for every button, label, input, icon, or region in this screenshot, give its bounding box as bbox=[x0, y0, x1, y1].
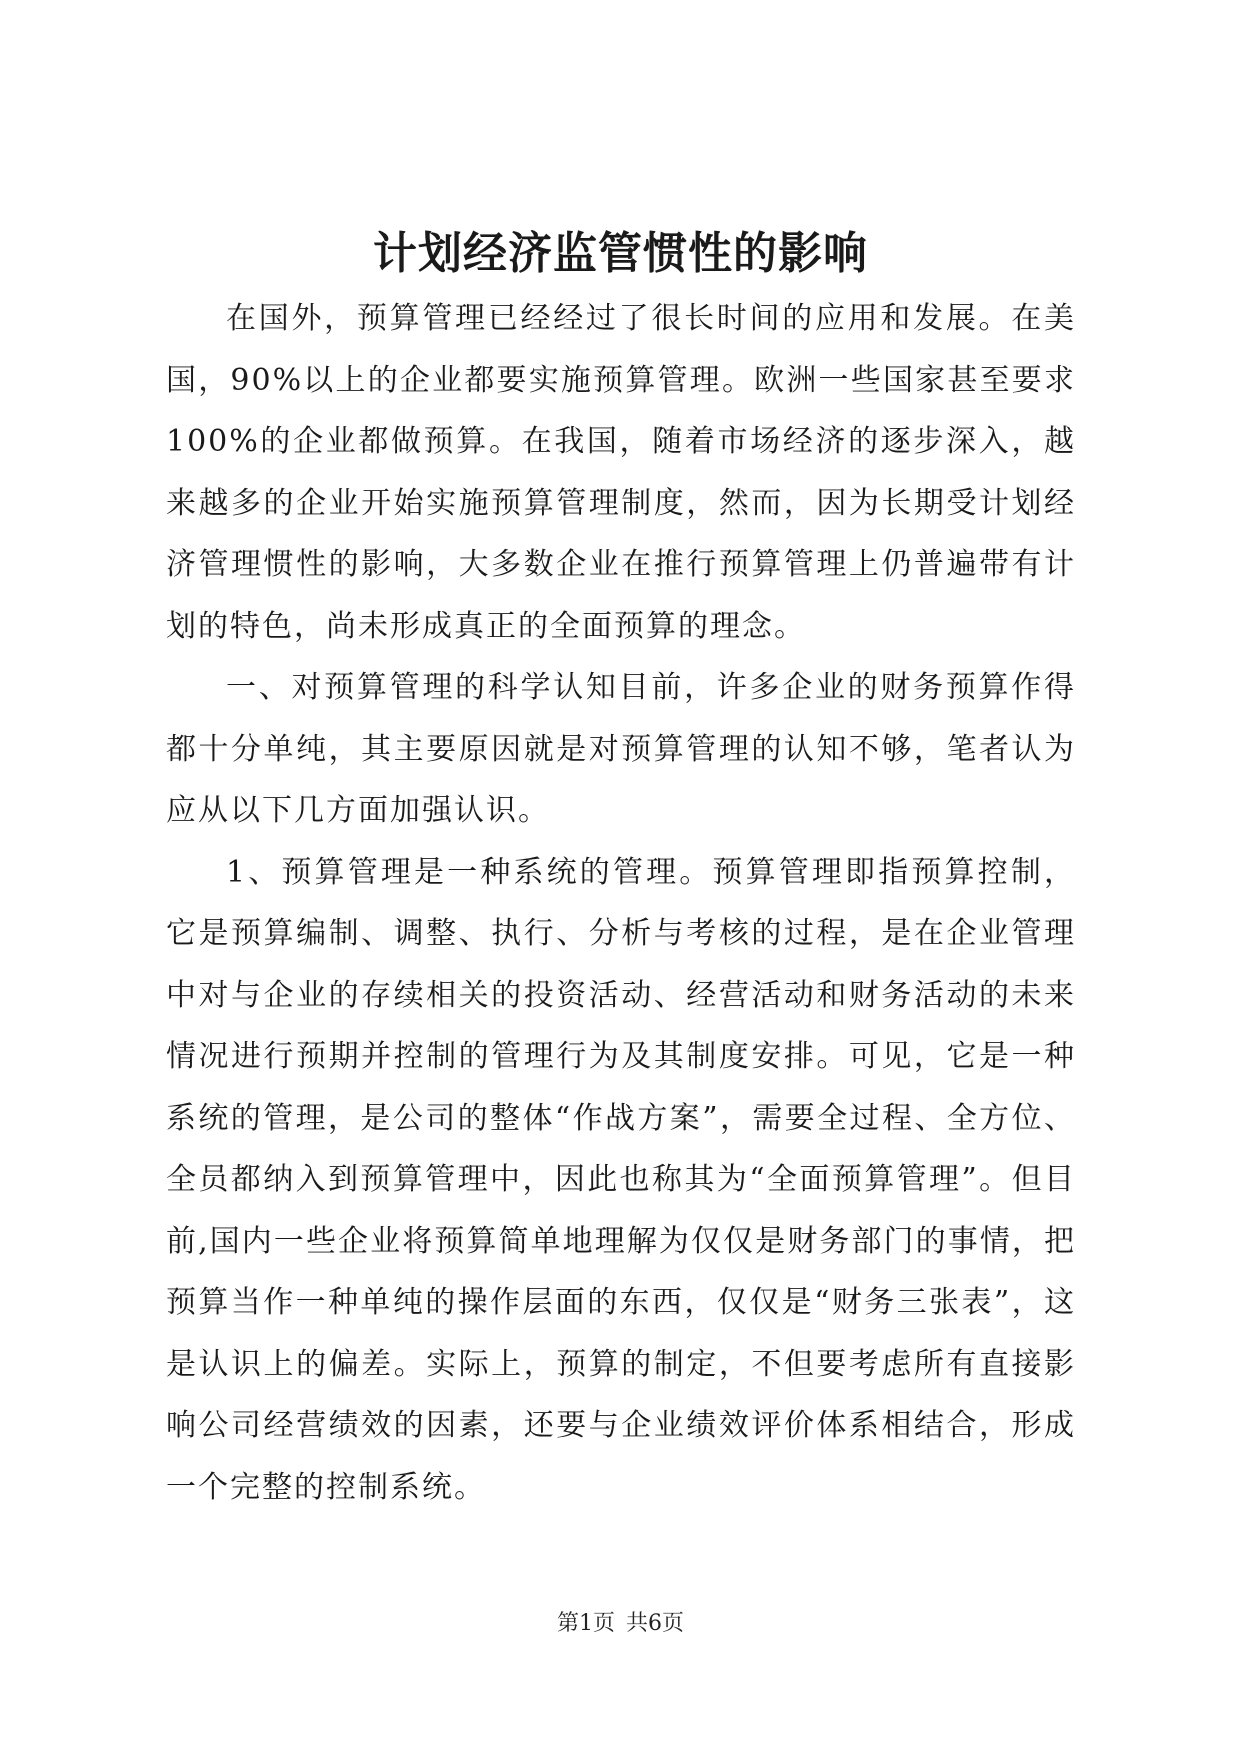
page-number: 第1页 bbox=[557, 1611, 615, 1636]
page-footer bbox=[0, 1609, 1241, 1639]
page-total: 共6页 bbox=[626, 1611, 684, 1636]
paragraph-point-1: 1、预算管理是一种系统的管理。预算管理即指预算控制，它是预算编制、调整、执行、分析与考核的过程，是在企业管理中对与企业的存续相关的投资活动、经营活动和财务活动的未来情况进行预期并控制的管理行为及其制度安排。可见，它是一种系统的管理，是公司的整体“作战方案”，需要全过程、全方位、全员都纳入到预算管理中，因此也称其为“全面预算管理”。但目前,国内一些企业将预算简单地理解为仅仅是财务部门的事情，把预算当作一种单纯的操作层面的东西，仅仅是“财务三张表”，这是认识上的偏差。实际上，预算的制定，不但要考虑所有直接影响公司经营绩效的因素，还要与企业绩效评价体系相结合，形成一个完整的控制系统。 bbox=[166, 854, 1076, 1505]
paragraph-section-1: 一、对预算管理的科学认知目前，许多企业的财务预算作得都十分单纯，其主要原因就是对预算管理的认知不够，笔者认为应从以下几方面加强认识。 bbox=[166, 670, 1076, 828]
paragraph-intro: 在国外，预算管理已经经过了很长时间的应用和发展。在美国，90%以上的企业都要实施预算管理。欧洲一些国家甚至要求100%的企业都做预算。在我国，随着市场经济的逐步深入，越来越多的企业开始实施预算管理制度，然而，因为长期受计划经济管理惯性的影响，大多数企业在推行预算管理上仍普遍带有计划的特色，尚未形成真正的全面预算的理念。 bbox=[166, 301, 1076, 644]
page-title: 计划经济监管惯性的影响 bbox=[373, 228, 868, 279]
document-body bbox=[166, 288, 1076, 1518]
